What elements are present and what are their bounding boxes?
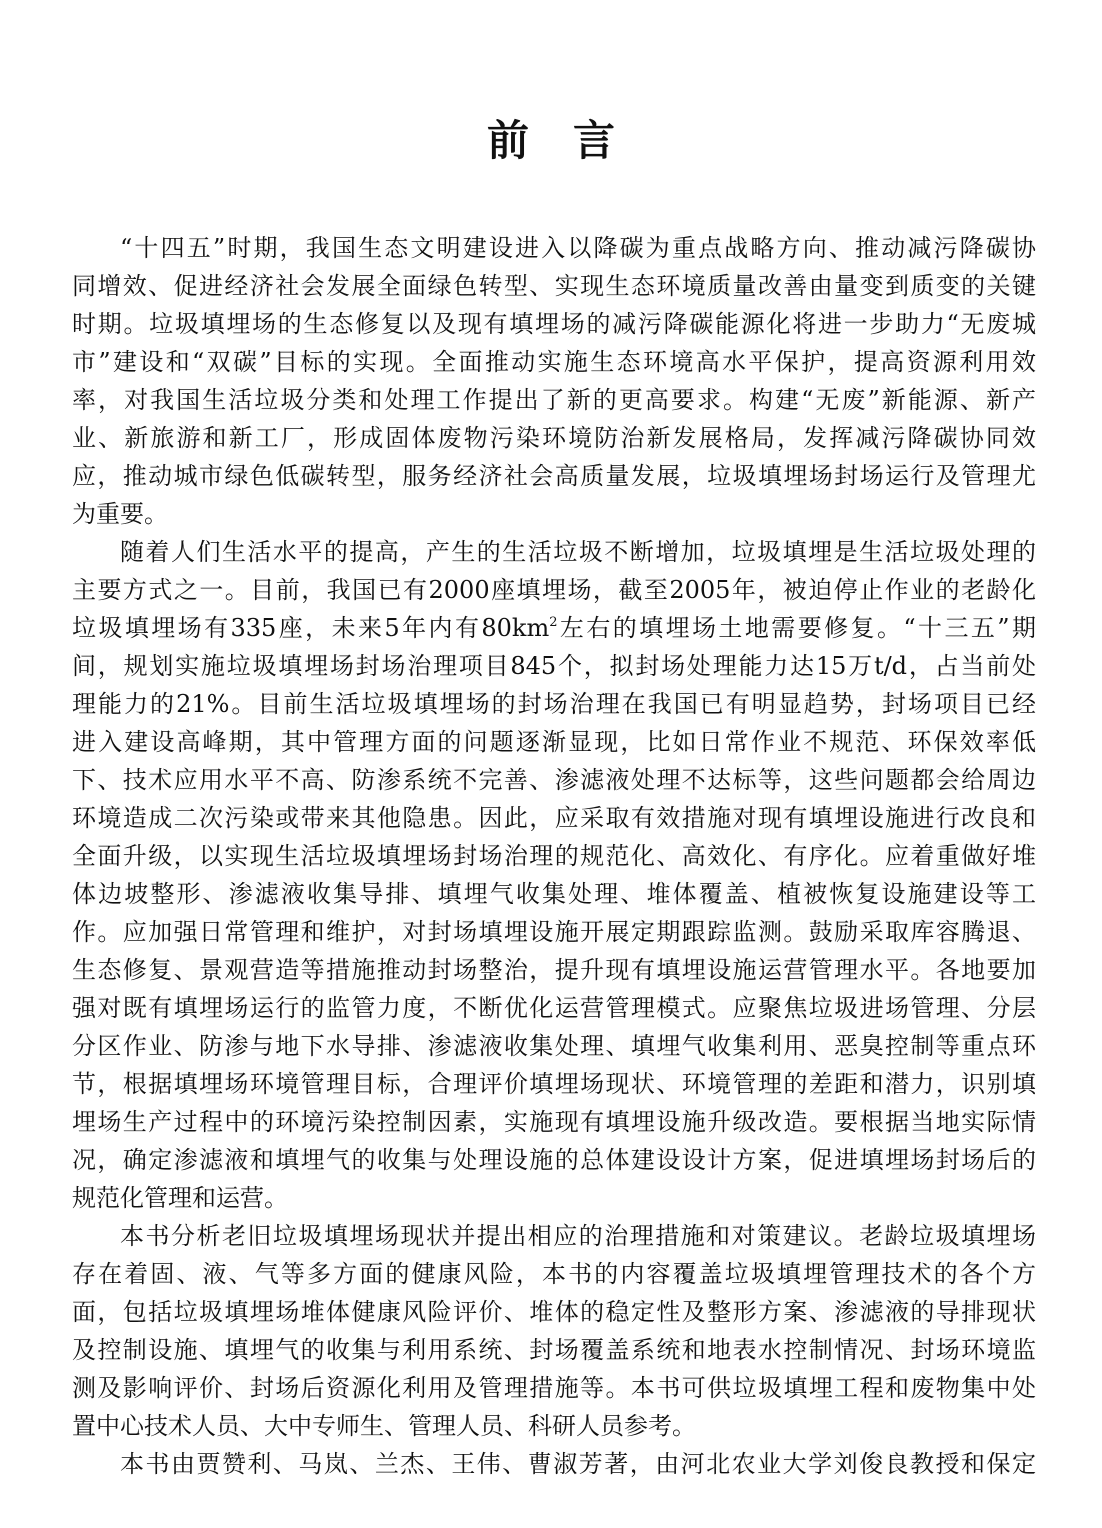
paragraph <box>72 533 1036 1217</box>
text-line: 本书由贾赞利、马岚、兰杰、王伟、曹淑芳著，由河北农业大学刘俊良教授和保定 <box>120 1450 1036 1478</box>
text-line: 全面升级，以实现生活垃圾填埋场封场治理的规范化、高效化、有序化。应着重做好堆 <box>72 842 1036 870</box>
text-line: 规范化管理和运营。 <box>72 1184 288 1212</box>
page-title <box>0 108 1102 168</box>
text-line: 下、技术应用水平不高、防渗系统不完善、渗滤液处理不达标等，这些问题都会给周边 <box>72 766 1036 794</box>
paragraph <box>72 229 1036 533</box>
paragraph <box>72 1217 1036 1445</box>
text-line: 间，规划实施垃圾填埋场封场治理项目845个，拟封场处理能力达15万t/d，占当前处 <box>72 652 1036 680</box>
text-line: 时期。垃圾填埋场的生态修复以及现有填埋场的减污降碳能源化将进一步助力“无废城 <box>72 310 1036 338</box>
preface-body <box>72 229 1036 1483</box>
title-char: 前 <box>486 116 529 165</box>
text-line: 本书分析老旧垃圾填埋场现状并提出相应的治理措施和对策建议。老龄垃圾填埋场 <box>120 1222 1036 1250</box>
text-line: 进入建设高峰期，其中管理方面的问题逐渐显现，比如日常作业不规范、环保效率低 <box>72 728 1036 756</box>
text-line: 强对既有填埋场运行的监管力度，不断优化运营管理模式。应聚焦垃圾进场管理、分层 <box>72 994 1036 1022</box>
text-line: 生态修复、景观营造等措施推动封场整治，提升现有填埋设施运营管理水平。各地要加 <box>72 956 1036 984</box>
text-line: 置中心技术人员、大中专师生、管理人员、科研人员参考。 <box>72 1412 696 1440</box>
text-segment: 垃圾填埋场有335座，未来5年内有80km <box>72 614 550 642</box>
text-line: 同增效、促进经济社会发展全面绿色转型、实现生态环境质量改善由量变到质变的关键 <box>72 272 1036 300</box>
text-line: 环境造成二次污染或带来其他隐患。因此，应采取有效措施对现有填埋设施进行改良和 <box>72 804 1036 832</box>
text-line: 主要方式之一。目前，我国已有2000座填埋场，截至2005年，被迫停止作业的老龄化 <box>72 576 1036 604</box>
text-line: 体边坡整形、渗滤液收集导排、填埋气收集处理、堆体覆盖、植被恢复设施建设等工 <box>72 880 1036 908</box>
text-line: 埋场生产过程中的环境污染控制因素，实施现有填埋设施升级改造。要根据当地实际情 <box>72 1108 1036 1136</box>
text-segment: 左右的填埋场土地需要修复。“十三五”期 <box>557 614 1037 642</box>
text-line: 市”建设和“双碳”目标的实现。全面推动实施生态环境高水平保护，提高资源利用效 <box>72 348 1036 376</box>
text-line: 为重要。 <box>72 500 168 528</box>
text-line: 面，包括垃圾填埋场堆体健康风险评价、堆体的稳定性及整形方案、渗滤液的导排现状 <box>72 1298 1036 1326</box>
text-line: 业、新旅游和新工厂，形成固体废物污染环境防治新发展格局，发挥减污降碳协同效 <box>72 424 1036 452</box>
text-line <box>72 609 1036 647</box>
text-line: 测及影响评价、封场后资源化利用及管理措施等。本书可供垃圾填埋工程和废物集中处 <box>72 1374 1036 1402</box>
text-line: “十四五”时期，我国生态文明建设进入以降碳为重点战略方向、推动减污降碳协 <box>120 234 1036 262</box>
title-char: 言 <box>573 116 616 165</box>
text-line: 节，根据填埋场环境管理目标，合理评价填埋场现状、环境管理的差距和潜力，识别填 <box>72 1070 1036 1098</box>
text-line: 应，推动城市绿色低碳转型，服务经济社会高质量发展，垃圾填埋场封场运行及管理尤 <box>72 462 1036 490</box>
superscript: 2 <box>549 615 558 630</box>
text-line: 率，对我国生活垃圾分类和处理工作提出了新的更高要求。构建“无废”新能源、新产 <box>72 386 1036 414</box>
text-line: 分区作业、防渗与地下水导排、渗滤液收集处理、填埋气收集利用、恶臭控制等重点环 <box>72 1032 1036 1060</box>
text-line: 作。应加强日常管理和维护，对封场填埋设施开展定期跟踪监测。鼓励采取库容腾退、 <box>72 918 1036 946</box>
text-line: 况，确定渗滤液和填埋气的收集与处理设施的总体建设设计方案，促进填埋场封场后的 <box>72 1146 1036 1174</box>
text-line: 理能力的21%。目前生活垃圾填埋场的封场治理在我国已有明显趋势，封场项目已经 <box>72 690 1036 718</box>
text-line: 存在着固、液、气等多方面的健康风险，本书的内容覆盖垃圾填埋管理技术的各个方 <box>72 1260 1036 1288</box>
paragraph <box>72 1445 1036 1483</box>
text-line: 随着人们生活水平的提高，产生的生活垃圾不断增加，垃圾填埋是生活垃圾处理的 <box>120 538 1036 566</box>
text-line: 及控制设施、填埋气的收集与利用系统、封场覆盖系统和地表水控制情况、封场环境监 <box>72 1336 1036 1364</box>
